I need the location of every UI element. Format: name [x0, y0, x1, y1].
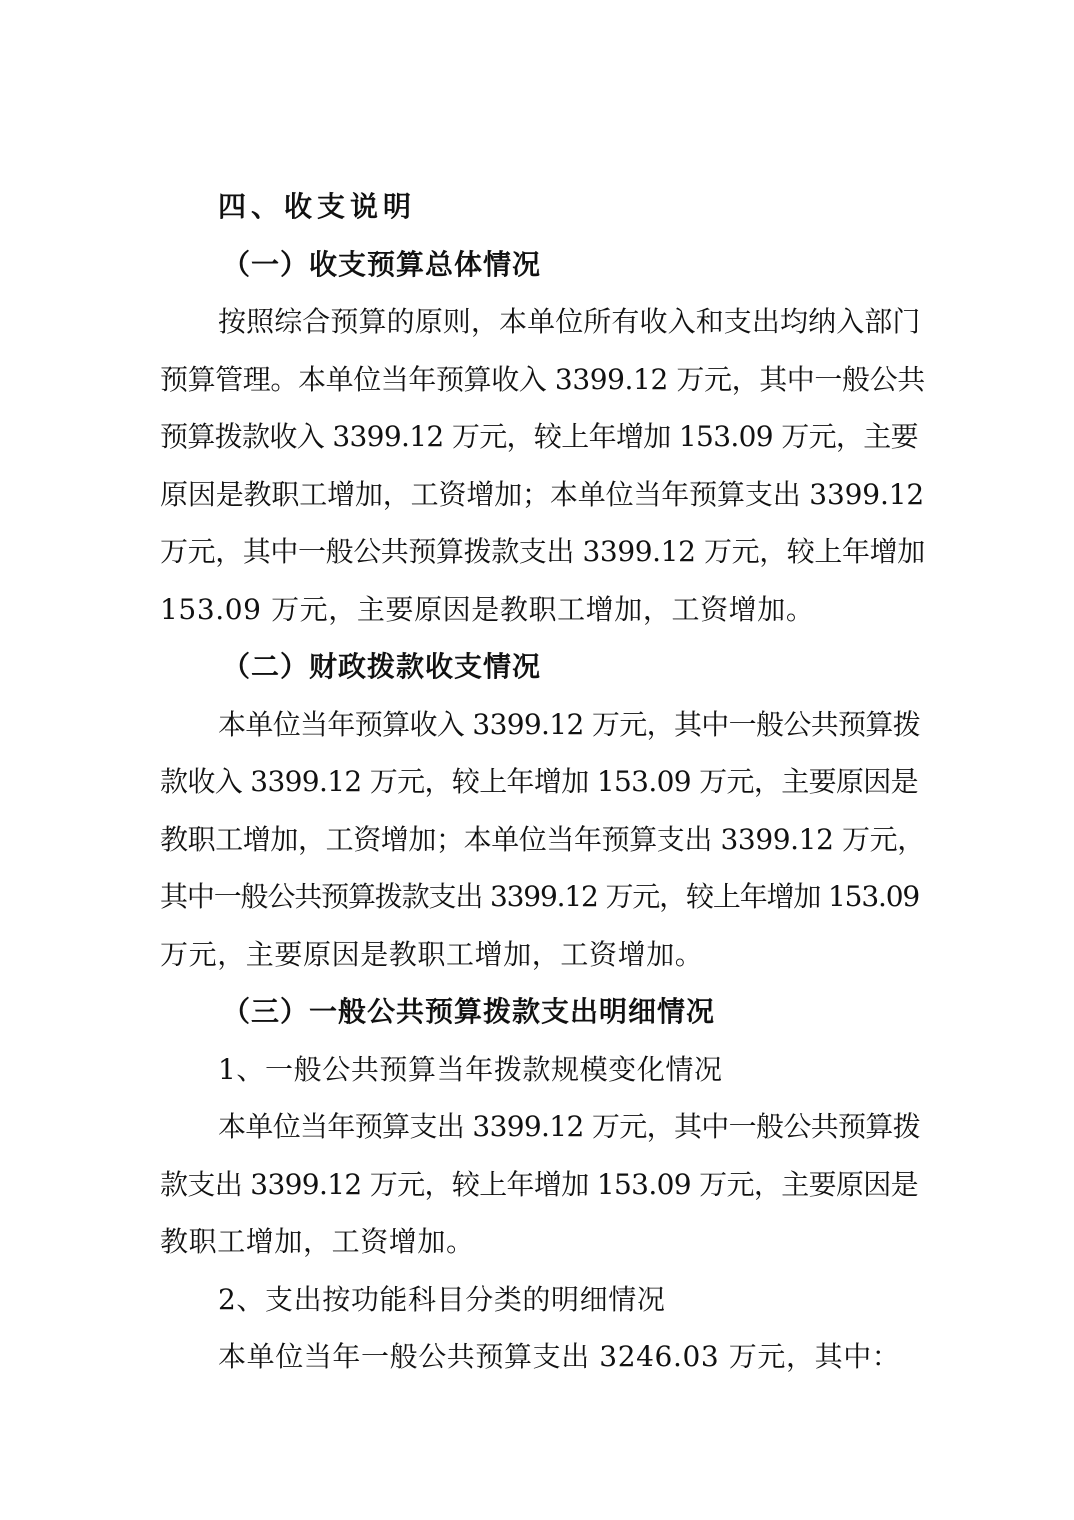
document-page: [160, 178, 926, 1386]
paragraph-line: 教职工增加，工资增加；本单位当年预算支出 3399.12 万元，: [160, 822, 925, 856]
paragraph-line: 本单位当年预算收入 3399.12 万元，其中一般公共预算拨: [218, 707, 921, 741]
paragraph-line: 教职工增加，工资增加。: [160, 1225, 475, 1258]
subsection-heading-3: （三）一般公共预算拨款支出明细情况: [222, 995, 716, 1028]
paragraph-line: 本单位当年一般公共预算支出 3246.03 万元，其中：: [218, 1340, 901, 1373]
paragraph-line: 原因是教职工增加，工资增加；本单位当年预算支出 3399.12: [160, 477, 925, 511]
paragraph-line: 万元，主要原因是教职工增加，工资增加。: [160, 937, 704, 971]
paragraph-line: 预算管理。本单位当年预算收入 3399.12 万元，其中一般公共: [160, 362, 925, 396]
item-title-1: 1、一般公共预算当年拨款规模变化情况: [218, 1052, 723, 1086]
paragraph-line: 本单位当年预算支出 3399.12 万元，其中一般公共预算拨: [218, 1110, 921, 1143]
paragraph-line: 款支出 3399.12 万元，较上年增加 153.09 万元，主要原因是: [160, 1167, 918, 1201]
paragraph-line: 按照综合预算的原则，本单位所有收入和支出均纳入部门: [218, 305, 921, 338]
paragraph-line: 153.09 万元，主要原因是教职工增加，工资增加。: [160, 592, 815, 626]
paragraph-line: 其中一般公共预算拨款支出 3399.12 万元，较上年增加 153.09: [160, 880, 920, 913]
subsection-heading-1: （一）收支预算总体情况: [222, 247, 542, 281]
paragraph-line: 预算拨款收入 3399.12 万元，较上年增加 153.09 万元，主要: [160, 420, 918, 453]
section-title: 四、收支说明: [218, 190, 417, 223]
paragraph-line: 款收入 3399.12 万元，较上年增加 153.09 万元，主要原因是: [160, 765, 918, 798]
subsection-heading-2: （二）财政拨款收支情况: [222, 650, 542, 683]
paragraph-line: 万元，其中一般公共预算拨款支出 3399.12 万元，较上年增加: [160, 535, 925, 568]
item-title-2: 2、支出按功能科目分类的明细情况: [218, 1282, 666, 1316]
